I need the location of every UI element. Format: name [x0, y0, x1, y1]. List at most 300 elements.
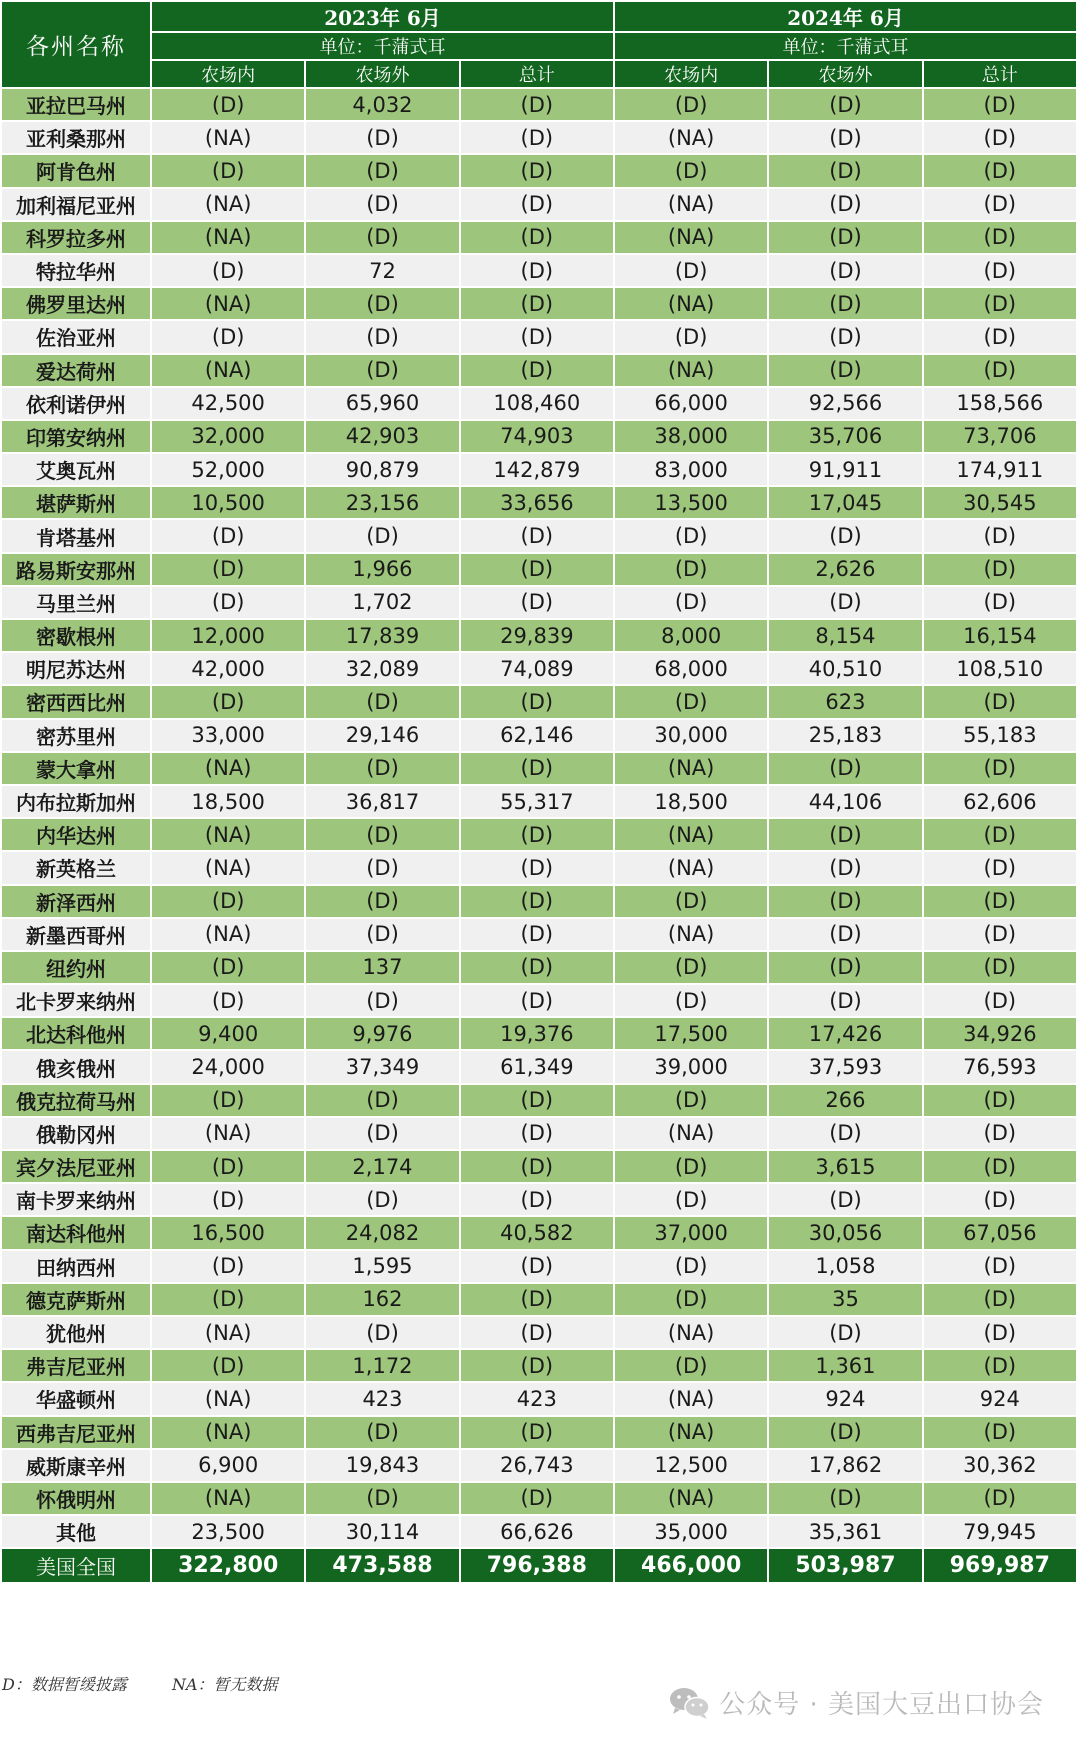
value-cell: (D) — [614, 154, 768, 187]
total-cell: 503,987 — [768, 1548, 922, 1583]
value-cell: (D) — [923, 354, 1077, 387]
value-cell: 9,400 — [151, 1017, 305, 1050]
value-cell: (D) — [151, 1084, 305, 1117]
value-cell: (D) — [305, 818, 459, 851]
value-cell: (D) — [151, 154, 305, 187]
state-name: 田纳西州 — [1, 1250, 151, 1283]
value-cell: (D) — [923, 1416, 1077, 1449]
year-2023-header: 2023年 6月 — [151, 1, 614, 32]
value-cell: 30,545 — [923, 486, 1077, 519]
value-cell: (D) — [614, 1349, 768, 1382]
table-row — [1, 1416, 1077, 1449]
value-cell: 33,000 — [151, 719, 305, 752]
value-cell: 162 — [305, 1283, 459, 1316]
table-row — [1, 1084, 1077, 1117]
value-cell: 2,626 — [768, 553, 922, 586]
table-row — [1, 951, 1077, 984]
table-row — [1, 851, 1077, 884]
value-cell: (NA) — [614, 1117, 768, 1150]
value-cell: (D) — [460, 1416, 614, 1449]
value-cell: (NA) — [614, 1316, 768, 1349]
value-cell: (D) — [923, 818, 1077, 851]
state-name: 蒙大拿州 — [1, 752, 151, 785]
value-cell: (NA) — [151, 918, 305, 951]
state-name: 北达科他州 — [1, 1017, 151, 1050]
total-row — [1, 1548, 1077, 1583]
value-cell: (D) — [768, 88, 922, 121]
value-cell: 25,183 — [768, 719, 922, 752]
value-cell: (D) — [460, 1349, 614, 1382]
table-body — [1, 88, 1077, 1548]
total-cell: 969,987 — [923, 1548, 1077, 1583]
value-cell: 36,817 — [305, 785, 459, 818]
value-cell: 37,349 — [305, 1050, 459, 1083]
table-row — [1, 785, 1077, 818]
col-on-farm-2024: 农场内 — [614, 60, 768, 88]
table-row — [1, 1382, 1077, 1415]
table-row — [1, 287, 1077, 320]
table-row — [1, 652, 1077, 685]
state-name: 威斯康辛州 — [1, 1449, 151, 1482]
value-cell: (NA) — [151, 1482, 305, 1515]
value-cell: (D) — [768, 320, 922, 353]
col-off-farm-2023: 农场外 — [305, 60, 459, 88]
value-cell: (NA) — [614, 287, 768, 320]
table-row — [1, 254, 1077, 287]
value-cell: 65,960 — [305, 387, 459, 420]
value-cell: 2,174 — [305, 1150, 459, 1183]
table-row — [1, 1316, 1077, 1349]
value-cell: (D) — [460, 586, 614, 619]
footnote-na: NA：暂无数据 — [171, 1675, 278, 1694]
value-cell: (D) — [768, 121, 922, 154]
value-cell: (D) — [151, 1183, 305, 1216]
col-off-farm-2024: 农场外 — [768, 60, 922, 88]
value-cell: 16,154 — [923, 619, 1077, 652]
value-cell: 29,146 — [305, 719, 459, 752]
value-cell: 62,606 — [923, 785, 1077, 818]
value-cell: (D) — [768, 221, 922, 254]
value-cell: 74,089 — [460, 652, 614, 685]
value-cell: (D) — [151, 685, 305, 718]
value-cell: (D) — [923, 121, 1077, 154]
table-row — [1, 885, 1077, 918]
value-cell: (D) — [614, 984, 768, 1017]
value-cell: 158,566 — [923, 387, 1077, 420]
value-cell: 91,911 — [768, 453, 922, 486]
state-column-header: 各州名称 — [1, 1, 151, 88]
state-name: 纽约州 — [1, 951, 151, 984]
state-name: 犹他州 — [1, 1316, 151, 1349]
value-cell: (NA) — [614, 1482, 768, 1515]
value-cell: (D) — [305, 885, 459, 918]
value-cell: 23,156 — [305, 486, 459, 519]
table-row — [1, 1117, 1077, 1150]
value-cell: 17,426 — [768, 1017, 922, 1050]
value-cell: (D) — [460, 188, 614, 221]
table-row — [1, 88, 1077, 121]
unit-label-2023: 单位：千蒲式耳 — [151, 32, 614, 60]
value-cell: (D) — [768, 1117, 922, 1150]
value-cell: 68,000 — [614, 652, 768, 685]
value-cell: (D) — [460, 918, 614, 951]
value-cell: 37,593 — [768, 1050, 922, 1083]
value-cell: (D) — [305, 188, 459, 221]
watermark — [669, 1684, 1044, 1721]
value-cell: (D) — [923, 851, 1077, 884]
value-cell: (D) — [923, 287, 1077, 320]
state-name: 西弗吉尼亚州 — [1, 1416, 151, 1449]
value-cell: (D) — [614, 88, 768, 121]
value-cell: (D) — [923, 685, 1077, 718]
value-cell: 9,976 — [305, 1017, 459, 1050]
state-name: 华盛顿州 — [1, 1382, 151, 1415]
value-cell: 35 — [768, 1283, 922, 1316]
table-row — [1, 320, 1077, 353]
value-cell: (D) — [768, 188, 922, 221]
value-cell: (D) — [768, 287, 922, 320]
value-cell: 55,183 — [923, 719, 1077, 752]
value-cell: (NA) — [151, 752, 305, 785]
value-cell: (NA) — [151, 354, 305, 387]
value-cell: (D) — [305, 287, 459, 320]
value-cell: 66,626 — [460, 1515, 614, 1548]
value-cell: 72 — [305, 254, 459, 287]
value-cell: (D) — [460, 154, 614, 187]
value-cell: 30,056 — [768, 1216, 922, 1249]
value-cell: (D) — [460, 1183, 614, 1216]
value-cell: 90,879 — [305, 453, 459, 486]
state-name: 新英格兰 — [1, 851, 151, 884]
table-row — [1, 420, 1077, 453]
value-cell: 29,839 — [460, 619, 614, 652]
total-cell: 796,388 — [460, 1548, 614, 1583]
value-cell: (D) — [768, 851, 922, 884]
value-cell: (D) — [923, 1084, 1077, 1117]
value-cell: (D) — [614, 885, 768, 918]
value-cell: 61,349 — [460, 1050, 614, 1083]
table-row — [1, 818, 1077, 851]
table-row — [1, 1050, 1077, 1083]
value-cell: (D) — [305, 519, 459, 552]
value-cell: 1,058 — [768, 1250, 922, 1283]
value-cell: (D) — [460, 1482, 614, 1515]
value-cell: (D) — [768, 519, 922, 552]
value-cell: (D) — [151, 1250, 305, 1283]
value-cell: 423 — [305, 1382, 459, 1415]
total-cell: 322,800 — [151, 1548, 305, 1583]
table-header — [1, 1, 1077, 88]
value-cell: 23,500 — [151, 1515, 305, 1548]
value-cell: (NA) — [614, 918, 768, 951]
value-cell: (NA) — [614, 1416, 768, 1449]
col-total-2023: 总计 — [460, 60, 614, 88]
value-cell: (D) — [151, 320, 305, 353]
value-cell: 18,500 — [151, 785, 305, 818]
value-cell: 73,706 — [923, 420, 1077, 453]
value-cell: 266 — [768, 1084, 922, 1117]
value-cell: (NA) — [151, 1316, 305, 1349]
value-cell: 1,361 — [768, 1349, 922, 1382]
value-cell: 8,000 — [614, 619, 768, 652]
state-name: 俄克拉荷马州 — [1, 1084, 151, 1117]
value-cell: (D) — [460, 885, 614, 918]
value-cell: (D) — [460, 1283, 614, 1316]
value-cell: 55,317 — [460, 785, 614, 818]
value-cell: (D) — [614, 519, 768, 552]
value-cell: (D) — [151, 951, 305, 984]
unit-label-2024: 单位：千蒲式耳 — [614, 32, 1077, 60]
state-name: 阿肯色州 — [1, 154, 151, 187]
table-row — [1, 121, 1077, 154]
table-row — [1, 1515, 1077, 1548]
value-cell: (D) — [923, 1349, 1077, 1382]
value-cell: (D) — [460, 553, 614, 586]
table-row — [1, 1150, 1077, 1183]
value-cell: 19,376 — [460, 1017, 614, 1050]
value-cell: (D) — [614, 553, 768, 586]
value-cell: 17,862 — [768, 1449, 922, 1482]
value-cell: 62,146 — [460, 719, 614, 752]
value-cell: (D) — [768, 1416, 922, 1449]
watermark-text: 公众号 · 美国大豆出口协会 — [719, 1690, 1044, 1720]
value-cell: 1,595 — [305, 1250, 459, 1283]
value-cell: (NA) — [614, 354, 768, 387]
value-cell: 83,000 — [614, 453, 768, 486]
value-cell: (D) — [768, 951, 922, 984]
value-cell: (D) — [460, 951, 614, 984]
table-row — [1, 354, 1077, 387]
value-cell: (NA) — [614, 121, 768, 154]
value-cell: (D) — [923, 918, 1077, 951]
value-cell: (D) — [151, 586, 305, 619]
table-row — [1, 519, 1077, 552]
year-2024-header: 2024年 6月 — [614, 1, 1077, 32]
state-name: 加利福尼亚州 — [1, 188, 151, 221]
value-cell: 42,500 — [151, 387, 305, 420]
state-name: 弗吉尼亚州 — [1, 1349, 151, 1382]
value-cell: 108,510 — [923, 652, 1077, 685]
value-cell: 174,911 — [923, 453, 1077, 486]
value-cell: (D) — [768, 1482, 922, 1515]
state-name: 南达科他州 — [1, 1216, 151, 1249]
value-cell: 39,000 — [614, 1050, 768, 1083]
value-cell: 137 — [305, 951, 459, 984]
value-cell: (NA) — [151, 221, 305, 254]
value-cell: 1,702 — [305, 586, 459, 619]
value-cell: 42,903 — [305, 420, 459, 453]
table-row — [1, 453, 1077, 486]
state-name: 南卡罗来纳州 — [1, 1183, 151, 1216]
value-cell: (NA) — [151, 121, 305, 154]
value-cell: (D) — [460, 818, 614, 851]
value-cell: (D) — [923, 320, 1077, 353]
value-cell: 67,056 — [923, 1216, 1077, 1249]
value-cell: (D) — [460, 1084, 614, 1117]
state-name: 怀俄明州 — [1, 1482, 151, 1515]
value-cell: 108,460 — [460, 387, 614, 420]
state-name: 肯塔基州 — [1, 519, 151, 552]
value-cell: (D) — [923, 752, 1077, 785]
value-cell: (D) — [614, 586, 768, 619]
value-cell: (D) — [768, 586, 922, 619]
value-cell: 17,500 — [614, 1017, 768, 1050]
value-cell: 12,500 — [614, 1449, 768, 1482]
value-cell: 17,045 — [768, 486, 922, 519]
value-cell: (D) — [923, 519, 1077, 552]
value-cell: (D) — [151, 1349, 305, 1382]
value-cell: (D) — [460, 354, 614, 387]
table-row — [1, 221, 1077, 254]
table-row — [1, 387, 1077, 420]
state-name: 密西西比州 — [1, 685, 151, 718]
table-row — [1, 719, 1077, 752]
state-name: 密歇根州 — [1, 619, 151, 652]
state-name: 佐治亚州 — [1, 320, 151, 353]
table-row — [1, 1017, 1077, 1050]
value-cell: 35,361 — [768, 1515, 922, 1548]
value-cell: (D) — [460, 685, 614, 718]
state-name: 德克萨斯州 — [1, 1283, 151, 1316]
table-row — [1, 486, 1077, 519]
value-cell: 19,843 — [305, 1449, 459, 1482]
value-cell: (D) — [305, 1482, 459, 1515]
table-row — [1, 619, 1077, 652]
value-cell: (D) — [305, 354, 459, 387]
value-cell: 33,656 — [460, 486, 614, 519]
state-name: 佛罗里达州 — [1, 287, 151, 320]
value-cell: (D) — [614, 1150, 768, 1183]
value-cell: (D) — [923, 1482, 1077, 1515]
wechat-icon — [669, 1686, 711, 1720]
footnote — [2, 1672, 318, 1695]
value-cell: (D) — [614, 1084, 768, 1117]
value-cell: (D) — [460, 254, 614, 287]
value-cell: 79,945 — [923, 1515, 1077, 1548]
value-cell: (D) — [768, 254, 922, 287]
value-cell: (D) — [614, 1283, 768, 1316]
value-cell: (D) — [460, 1316, 614, 1349]
value-cell: (D) — [923, 1117, 1077, 1150]
value-cell: (D) — [923, 586, 1077, 619]
table-row — [1, 1250, 1077, 1283]
value-cell: (NA) — [151, 188, 305, 221]
state-name: 俄亥俄州 — [1, 1050, 151, 1083]
value-cell: (D) — [923, 553, 1077, 586]
value-cell: (D) — [923, 984, 1077, 1017]
value-cell: (D) — [614, 320, 768, 353]
table-row — [1, 553, 1077, 586]
total-cell: 466,000 — [614, 1548, 768, 1583]
value-cell: (D) — [460, 221, 614, 254]
value-cell: 35,000 — [614, 1515, 768, 1548]
value-cell: (D) — [923, 188, 1077, 221]
value-cell: 924 — [768, 1382, 922, 1415]
state-name: 新墨西哥州 — [1, 918, 151, 951]
value-cell: 30,362 — [923, 1449, 1077, 1482]
value-cell: (NA) — [614, 221, 768, 254]
value-cell: (D) — [151, 88, 305, 121]
state-name: 特拉华州 — [1, 254, 151, 287]
value-cell: (D) — [768, 1183, 922, 1216]
value-cell: (D) — [768, 1316, 922, 1349]
state-name: 新泽西州 — [1, 885, 151, 918]
value-cell: 4,032 — [305, 88, 459, 121]
value-cell: 10,500 — [151, 486, 305, 519]
value-cell: (D) — [460, 88, 614, 121]
value-cell: 24,000 — [151, 1050, 305, 1083]
value-cell: 34,926 — [923, 1017, 1077, 1050]
value-cell: (D) — [151, 519, 305, 552]
value-cell: (D) — [305, 320, 459, 353]
value-cell: 42,000 — [151, 652, 305, 685]
total-cell: 473,588 — [305, 1548, 459, 1583]
footnote-d: D：数据暂缓披露 — [2, 1675, 127, 1694]
value-cell: (D) — [460, 1117, 614, 1150]
value-cell: (D) — [305, 1183, 459, 1216]
value-cell: 16,500 — [151, 1216, 305, 1249]
state-name: 印第安纳州 — [1, 420, 151, 453]
value-cell: (D) — [305, 1117, 459, 1150]
value-cell: (D) — [460, 320, 614, 353]
value-cell: 52,000 — [151, 453, 305, 486]
value-cell: (D) — [768, 918, 922, 951]
value-cell: 38,000 — [614, 420, 768, 453]
value-cell: (D) — [768, 984, 922, 1017]
table-row — [1, 188, 1077, 221]
value-cell: (D) — [460, 1150, 614, 1183]
value-cell: (D) — [923, 1283, 1077, 1316]
value-cell: (D) — [923, 88, 1077, 121]
table-row — [1, 1216, 1077, 1249]
value-cell: (D) — [614, 951, 768, 984]
value-cell: (D) — [768, 752, 922, 785]
value-cell: (NA) — [151, 818, 305, 851]
total-row-label: 美国全国 — [1, 1548, 151, 1583]
value-cell: (D) — [305, 685, 459, 718]
value-cell: (D) — [151, 1283, 305, 1316]
value-cell: (D) — [305, 1084, 459, 1117]
value-cell: (D) — [151, 254, 305, 287]
value-cell: 40,582 — [460, 1216, 614, 1249]
value-cell: 76,593 — [923, 1050, 1077, 1083]
state-name: 密苏里州 — [1, 719, 151, 752]
value-cell: 6,900 — [151, 1449, 305, 1482]
value-cell: 40,510 — [768, 652, 922, 685]
table-row — [1, 1283, 1077, 1316]
value-cell: (D) — [151, 885, 305, 918]
value-cell: 1,172 — [305, 1349, 459, 1382]
state-name: 爱达荷州 — [1, 354, 151, 387]
value-cell: 30,000 — [614, 719, 768, 752]
value-cell: (D) — [305, 221, 459, 254]
state-name: 堪萨斯州 — [1, 486, 151, 519]
state-name: 亚利桑那州 — [1, 121, 151, 154]
value-cell: (D) — [923, 1183, 1077, 1216]
value-cell: 37,000 — [614, 1216, 768, 1249]
value-cell: (D) — [923, 885, 1077, 918]
value-cell: 44,106 — [768, 785, 922, 818]
value-cell: (D) — [151, 984, 305, 1017]
value-cell: (D) — [923, 1316, 1077, 1349]
value-cell: (D) — [151, 553, 305, 586]
value-cell: (NA) — [614, 851, 768, 884]
table-row — [1, 1183, 1077, 1216]
value-cell: (D) — [768, 154, 922, 187]
value-cell: (NA) — [614, 818, 768, 851]
table-row — [1, 1482, 1077, 1515]
state-name: 明尼苏达州 — [1, 652, 151, 685]
